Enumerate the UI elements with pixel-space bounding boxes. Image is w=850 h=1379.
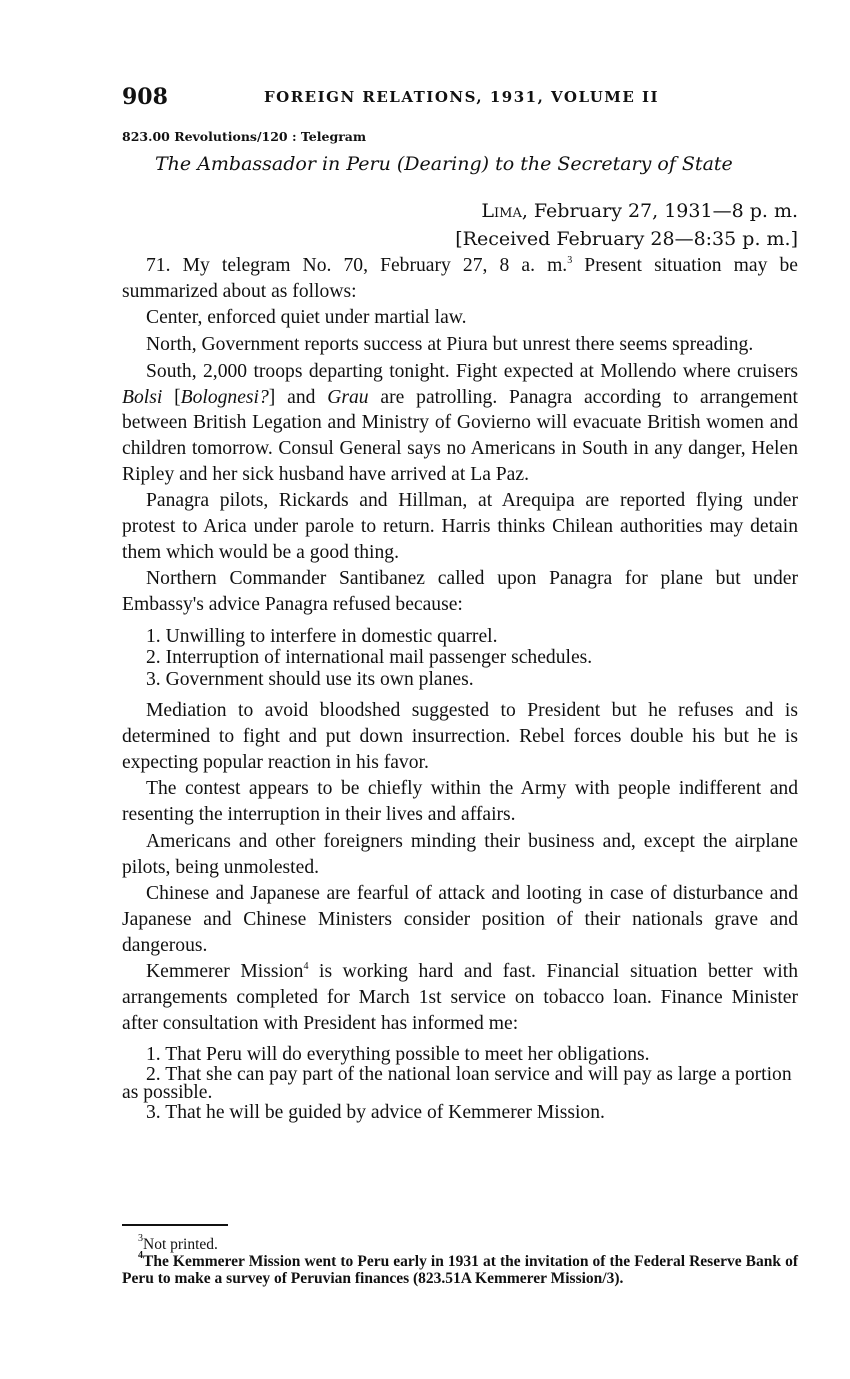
footnote-4: [122, 1250, 798, 1287]
bracket: [: [162, 386, 181, 408]
reasons-list: [122, 626, 798, 691]
dateline: [455, 197, 798, 253]
footnote-mark: 4: [138, 1250, 143, 1261]
footnote-mark: 3: [138, 1233, 143, 1244]
list-item: 1. That Peru will do everything possible to meet her obligations.: [146, 1044, 650, 1066]
ship-name: Bolsi: [122, 386, 163, 408]
paragraph: Americans and other foreigners minding their business and, except the airplane pilots, being unmolested.: [122, 830, 798, 878]
paragraph: Panagra pilots, Rickards and Hillman, at Arequipa are reported flying under protest to Arica under parole to return. Harris thinks Chilean authorities may detain them which would be a good thing.: [122, 490, 798, 563]
footnote-ref-4: 4: [303, 961, 309, 973]
running-head: [122, 84, 802, 114]
paragraph-text: Present situation may be summarized about as follows:: [122, 255, 798, 302]
paragraph-text: is working hard and fast. Financial situation better with arrangements completed for March 1st service on tobacco loan. Finance Minister after consultation with President has informed me:: [122, 961, 798, 1034]
dateline-date: , February 27, 1931—8 p. m.: [521, 200, 798, 222]
footnote-ref-3: 3: [567, 255, 573, 266]
paragraph: Mediation to avoid bloodshed suggested to President but he refuses and is determined to fight and put down insurrection. Rebel forces double his but he is expecting popular reaction in his favor.: [122, 700, 798, 773]
page-number: 908: [122, 84, 168, 110]
page-header-title: FOREIGN RELATIONS, 1931, VOLUME II: [264, 88, 660, 106]
dateline-received: [Received February 28—8:35 p. m.]: [455, 228, 798, 250]
assurances-list: [122, 1044, 798, 1124]
dateline-sent: [455, 197, 798, 225]
paragraph: [122, 359, 798, 488]
footnote-3: [122, 1233, 798, 1253]
paragraph-text: Kemmerer Mission: [146, 961, 304, 983]
paragraph-text: are patrolling. Panagra according to arrangement between British Legation and Ministry of Govierno will evacuate British women and children tomorrow. Consul General says no Americans in South in any danger, Helen Ripley and her sick husband have arrived at La Paz.: [122, 386, 798, 485]
ship-name: Grau: [327, 386, 369, 408]
footnote-text: The Kemmerer Mission went to Peru early in 1931 at the invitation of the Federal Reserve Bank of Peru to make a survey of Peruvian finances (823.51A Kemmerer Mission/3).: [122, 1253, 798, 1287]
telegram-body: [122, 253, 798, 1132]
list-item: 3. Government should use its own planes.: [146, 668, 474, 690]
paragraph: Northern Commander Santibanez called upon Panagra for plane but under Embassy's advice Panagra refused because:: [122, 568, 798, 616]
footnotes: [122, 1233, 798, 1287]
ship-name: Bolognesi?: [180, 386, 269, 408]
file-reference: 823.00 Revolutions/120 : Telegram: [122, 129, 367, 144]
paragraph-text: ] and: [268, 386, 328, 408]
paragraph-text: 71. My telegram No. 70, February 27, 8 a. m.: [146, 255, 568, 276]
dateline-place: Lima: [481, 200, 522, 222]
list-item: 1. Unwilling to interfere in domestic quarrel.: [146, 625, 498, 647]
footnote-divider: [122, 1224, 228, 1226]
paragraph: [122, 959, 798, 1036]
list-item: 2. That she can pay part of the national loan service and will pay as large a portion as possible.: [122, 1064, 792, 1104]
paragraph: The contest appears to be chiefly within the Army with people indifferent and resenting the interruption in their lives and affairs.: [122, 778, 798, 826]
paragraph: [122, 253, 798, 304]
document-title: The Ambassador in Peru (Dearing) to the Secretary of State: [155, 153, 733, 175]
paragraph-text: South, 2,000 troops departing tonight. Fight expected at Mollendo where cruisers: [146, 360, 798, 382]
list-item: 3. That he will be guided by advice of Kemmerer Mission.: [146, 1102, 605, 1124]
paragraph: Center, enforced quiet under martial law.: [146, 307, 467, 329]
footnote-text: Not printed.: [143, 1236, 218, 1253]
list-item: 2. Interruption of international mail passenger schedules.: [146, 647, 593, 669]
paragraph: North, Government reports success at Piura but unrest there seems spreading.: [146, 334, 754, 356]
paragraph: Chinese and Japanese are fearful of attack and looting in case of disturbance and Japanese and Chinese Ministers consider position of their nationals grave and dangerous.: [122, 883, 798, 956]
